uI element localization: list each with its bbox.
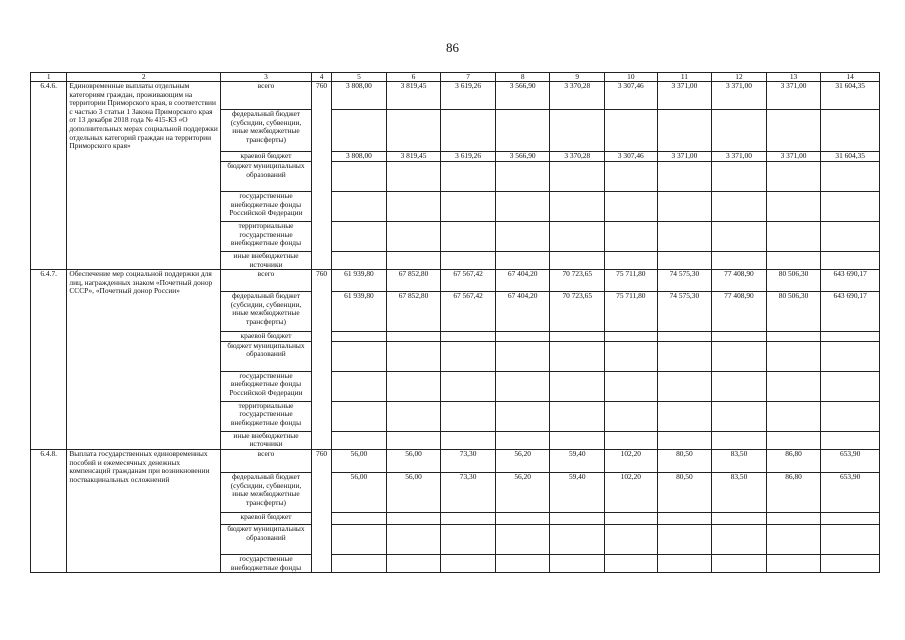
- value-cell: 3 370,28: [550, 152, 605, 162]
- value-cell: 56,00: [386, 449, 441, 472]
- value-cell: [332, 162, 387, 192]
- funding-source: всего: [221, 270, 312, 292]
- funding-source: федеральный бюджет (субсидии, субвенции, иные межбюджетные трансферты): [221, 292, 312, 332]
- value-cell: [441, 222, 496, 252]
- value-cell: 56,00: [332, 449, 387, 472]
- value-cell: 3 619,26: [441, 82, 496, 110]
- grbs-code: 760: [311, 270, 331, 450]
- value-cell: [712, 252, 767, 270]
- funding-source: иные внебюджетные источники: [221, 252, 312, 270]
- value-cell: [386, 192, 441, 222]
- column-header: 1: [31, 73, 67, 82]
- value-cell: 73,30: [441, 472, 496, 512]
- value-cell: 77 408,90: [712, 270, 767, 292]
- column-header: 12: [712, 73, 767, 82]
- row-code: 6.4.6.: [31, 82, 67, 270]
- value-cell: [821, 110, 880, 152]
- value-cell: [550, 332, 605, 342]
- value-cell: [550, 431, 605, 449]
- value-cell: [386, 222, 441, 252]
- funding-source: федеральный бюджет (субсидии, субвенции, иные межбюджетные трансферты): [221, 472, 312, 512]
- value-cell: [657, 554, 712, 572]
- value-cell: [712, 222, 767, 252]
- column-header: 14: [821, 73, 880, 82]
- value-cell: [495, 524, 550, 554]
- grbs-code: 760: [311, 82, 331, 270]
- value-cell: [605, 512, 658, 524]
- funding-source: государственные внебюджетные фонды: [221, 554, 312, 572]
- value-cell: [821, 431, 880, 449]
- value-cell: [766, 401, 821, 431]
- value-cell: [766, 512, 821, 524]
- value-cell: 3 808,00: [332, 152, 387, 162]
- value-cell: [550, 371, 605, 401]
- value-cell: [332, 524, 387, 554]
- value-cell: [821, 192, 880, 222]
- value-cell: 653,90: [821, 472, 880, 512]
- value-cell: [332, 554, 387, 572]
- value-cell: 86,80: [766, 472, 821, 512]
- page-number: 86: [446, 40, 459, 55]
- value-cell: 102,20: [605, 472, 658, 512]
- value-cell: 80,50: [657, 449, 712, 472]
- value-cell: 77 408,90: [712, 292, 767, 332]
- value-cell: [712, 401, 767, 431]
- value-cell: 83,50: [712, 449, 767, 472]
- value-cell: 643 690,17: [821, 292, 880, 332]
- value-cell: [712, 110, 767, 152]
- value-cell: [657, 222, 712, 252]
- row-name: Обеспечение мер социальной поддержки для лиц, награжденных знаком «Почетный донор СССР», «Почетный донор России»: [67, 270, 221, 450]
- value-cell: [712, 332, 767, 342]
- value-cell: [657, 192, 712, 222]
- value-cell: [712, 554, 767, 572]
- value-cell: 74 575,30: [657, 292, 712, 332]
- funding-source: краевой бюджет: [221, 512, 312, 524]
- value-cell: [821, 222, 880, 252]
- value-cell: [657, 252, 712, 270]
- value-cell: 3 566,90: [495, 152, 550, 162]
- value-cell: [550, 512, 605, 524]
- row-name: Выплата государственных единовременных пособий и ежемесячных денежных компенсаций гражданам при возникновении поствакцинальных осложнений: [67, 449, 221, 572]
- value-cell: [386, 401, 441, 431]
- value-cell: [495, 512, 550, 524]
- funding-source: краевой бюджет: [221, 152, 312, 162]
- value-cell: 61 939,80: [332, 292, 387, 332]
- value-cell: 31 604,35: [821, 82, 880, 110]
- value-cell: [605, 371, 658, 401]
- value-cell: 70 723,65: [550, 270, 605, 292]
- value-cell: 83,50: [712, 472, 767, 512]
- value-cell: 67 404,20: [495, 292, 550, 332]
- value-cell: [550, 162, 605, 192]
- value-cell: [386, 554, 441, 572]
- column-header: 11: [657, 73, 712, 82]
- value-cell: [712, 162, 767, 192]
- value-cell: [386, 162, 441, 192]
- column-header: 13: [766, 73, 821, 82]
- column-header: 9: [550, 73, 605, 82]
- value-cell: [550, 110, 605, 152]
- value-cell: 3 819,45: [386, 152, 441, 162]
- value-cell: [386, 252, 441, 270]
- value-cell: 59,40: [550, 472, 605, 512]
- funding-source: всего: [221, 449, 312, 472]
- column-header: 2: [67, 73, 221, 82]
- value-cell: 3 808,00: [332, 82, 387, 110]
- value-cell: [386, 110, 441, 152]
- value-cell: 3 307,46: [605, 82, 658, 110]
- value-cell: [605, 554, 658, 572]
- row-code: 6.4.8.: [31, 449, 67, 572]
- value-cell: [550, 192, 605, 222]
- value-cell: 75 711,80: [605, 292, 658, 332]
- row-name: Единовременные выплаты отдельным категориям граждан, проживающим на территории Приморского края, в соответствии с частью 3 статьи 1 Закона Приморского края от 13 декабря 2018 года № 415-КЗ «О дополнительных мерах социальной поддержки отдельных категорий граждан на территории Приморского края»: [67, 82, 221, 270]
- value-cell: [441, 332, 496, 342]
- value-cell: [712, 512, 767, 524]
- column-header: 10: [605, 73, 658, 82]
- value-cell: [605, 162, 658, 192]
- value-cell: [441, 110, 496, 152]
- value-cell: [495, 341, 550, 371]
- value-cell: 61 939,80: [332, 270, 387, 292]
- grbs-code: 760: [311, 449, 331, 572]
- value-cell: [332, 332, 387, 342]
- funding-source: бюджет муниципальных образований: [221, 162, 312, 192]
- value-cell: 31 604,35: [821, 152, 880, 162]
- value-cell: [821, 524, 880, 554]
- value-cell: [441, 554, 496, 572]
- value-cell: [605, 222, 658, 252]
- value-cell: [821, 162, 880, 192]
- value-cell: [550, 401, 605, 431]
- funding-source: территориальные государственные внебюджетные фонды: [221, 401, 312, 431]
- value-cell: [386, 332, 441, 342]
- value-cell: [332, 192, 387, 222]
- value-cell: [657, 431, 712, 449]
- value-cell: [386, 431, 441, 449]
- value-cell: [495, 371, 550, 401]
- value-cell: 3 371,00: [712, 82, 767, 110]
- funding-source: государственные внебюджетные фонды Российской Федерации: [221, 371, 312, 401]
- value-cell: 653,90: [821, 449, 880, 472]
- value-cell: [766, 252, 821, 270]
- value-cell: [495, 222, 550, 252]
- value-cell: [712, 192, 767, 222]
- value-cell: 3 371,00: [766, 152, 821, 162]
- value-cell: [766, 524, 821, 554]
- value-cell: [550, 252, 605, 270]
- value-cell: [495, 431, 550, 449]
- funding-source: краевой бюджет: [221, 332, 312, 342]
- value-cell: 59,40: [550, 449, 605, 472]
- value-cell: [495, 401, 550, 431]
- value-cell: [657, 332, 712, 342]
- value-cell: 67 567,42: [441, 292, 496, 332]
- value-cell: 73,30: [441, 449, 496, 472]
- value-cell: [386, 371, 441, 401]
- value-cell: [550, 222, 605, 252]
- funding-source: бюджет муниципальных образований: [221, 524, 312, 554]
- value-cell: [441, 341, 496, 371]
- value-cell: [821, 512, 880, 524]
- value-cell: [657, 110, 712, 152]
- column-header: 3: [221, 73, 312, 82]
- value-cell: [441, 371, 496, 401]
- value-cell: [332, 222, 387, 252]
- value-cell: 67 404,20: [495, 270, 550, 292]
- value-cell: [441, 524, 496, 554]
- value-cell: 3 371,00: [657, 152, 712, 162]
- value-cell: [441, 512, 496, 524]
- funding-source: территориальные государственные внебюджетные фонды: [221, 222, 312, 252]
- value-cell: [821, 371, 880, 401]
- value-cell: 80 506,30: [766, 270, 821, 292]
- value-cell: [605, 524, 658, 554]
- value-cell: [657, 401, 712, 431]
- row-code: 6.4.7.: [31, 270, 67, 450]
- value-cell: 3 819,45: [386, 82, 441, 110]
- value-cell: [657, 371, 712, 401]
- column-header: 6: [386, 73, 441, 82]
- table-row: [31, 82, 880, 110]
- value-cell: [766, 332, 821, 342]
- value-cell: 67 852,80: [386, 292, 441, 332]
- value-cell: 75 711,80: [605, 270, 658, 292]
- funding-source: государственные внебюджетные фонды Российской Федерации: [221, 192, 312, 222]
- funding-source: федеральный бюджет (субсидии, субвенции, иные межбюджетные трансферты): [221, 110, 312, 152]
- value-cell: [332, 371, 387, 401]
- value-cell: [550, 524, 605, 554]
- value-cell: [657, 524, 712, 554]
- value-cell: [332, 512, 387, 524]
- value-cell: [821, 332, 880, 342]
- value-cell: [766, 222, 821, 252]
- value-cell: [495, 252, 550, 270]
- value-cell: [441, 431, 496, 449]
- value-cell: [332, 252, 387, 270]
- value-cell: [495, 192, 550, 222]
- value-cell: [657, 341, 712, 371]
- value-cell: 643 690,17: [821, 270, 880, 292]
- value-cell: [441, 162, 496, 192]
- value-cell: 3 566,90: [495, 82, 550, 110]
- value-cell: [550, 554, 605, 572]
- value-cell: 3 371,00: [766, 82, 821, 110]
- value-cell: [332, 401, 387, 431]
- column-header: 5: [332, 73, 387, 82]
- column-header: 4: [311, 73, 331, 82]
- value-cell: [766, 371, 821, 401]
- value-cell: [766, 341, 821, 371]
- value-cell: [550, 341, 605, 371]
- value-cell: 86,80: [766, 449, 821, 472]
- column-header: 8: [495, 73, 550, 82]
- value-cell: [605, 332, 658, 342]
- value-cell: 3 371,00: [712, 152, 767, 162]
- value-cell: 3 371,00: [657, 82, 712, 110]
- value-cell: 74 575,30: [657, 270, 712, 292]
- value-cell: [495, 110, 550, 152]
- value-cell: 67 567,42: [441, 270, 496, 292]
- value-cell: 67 852,80: [386, 270, 441, 292]
- value-cell: [766, 431, 821, 449]
- column-header: 7: [441, 73, 496, 82]
- value-cell: 80 506,30: [766, 292, 821, 332]
- value-cell: [495, 332, 550, 342]
- value-cell: 3 370,28: [550, 82, 605, 110]
- value-cell: [766, 554, 821, 572]
- value-cell: 3 307,46: [605, 152, 658, 162]
- funding-source: иные внебюджетные источники: [221, 431, 312, 449]
- value-cell: [605, 401, 658, 431]
- value-cell: 56,00: [386, 472, 441, 512]
- value-cell: [605, 252, 658, 270]
- value-cell: [605, 192, 658, 222]
- value-cell: [332, 431, 387, 449]
- value-cell: [441, 252, 496, 270]
- value-cell: [386, 341, 441, 371]
- value-cell: [386, 524, 441, 554]
- value-cell: [766, 192, 821, 222]
- value-cell: 56,00: [332, 472, 387, 512]
- value-cell: [766, 162, 821, 192]
- value-cell: [821, 401, 880, 431]
- funding-source: всего: [221, 82, 312, 110]
- funding-source: бюджет муниципальных образований: [221, 341, 312, 371]
- value-cell: [712, 371, 767, 401]
- value-cell: 80,50: [657, 472, 712, 512]
- value-cell: 56,20: [495, 472, 550, 512]
- header-row: [31, 73, 880, 82]
- value-cell: [712, 341, 767, 371]
- value-cell: 70 723,65: [550, 292, 605, 332]
- value-cell: 3 619,26: [441, 152, 496, 162]
- value-cell: [605, 431, 658, 449]
- value-cell: [766, 110, 821, 152]
- value-cell: 56,20: [495, 449, 550, 472]
- value-cell: [712, 524, 767, 554]
- table-row: [31, 270, 880, 292]
- value-cell: 102,20: [605, 449, 658, 472]
- value-cell: [605, 341, 658, 371]
- value-cell: [657, 162, 712, 192]
- value-cell: [821, 341, 880, 371]
- value-cell: [332, 110, 387, 152]
- value-cell: [386, 512, 441, 524]
- value-cell: [441, 192, 496, 222]
- value-cell: [495, 162, 550, 192]
- table-row: [31, 449, 880, 472]
- value-cell: [712, 431, 767, 449]
- budget-table: [30, 72, 880, 573]
- value-cell: [441, 401, 496, 431]
- value-cell: [605, 110, 658, 152]
- value-cell: [821, 252, 880, 270]
- value-cell: [495, 554, 550, 572]
- value-cell: [332, 341, 387, 371]
- value-cell: [657, 512, 712, 524]
- value-cell: [821, 554, 880, 572]
